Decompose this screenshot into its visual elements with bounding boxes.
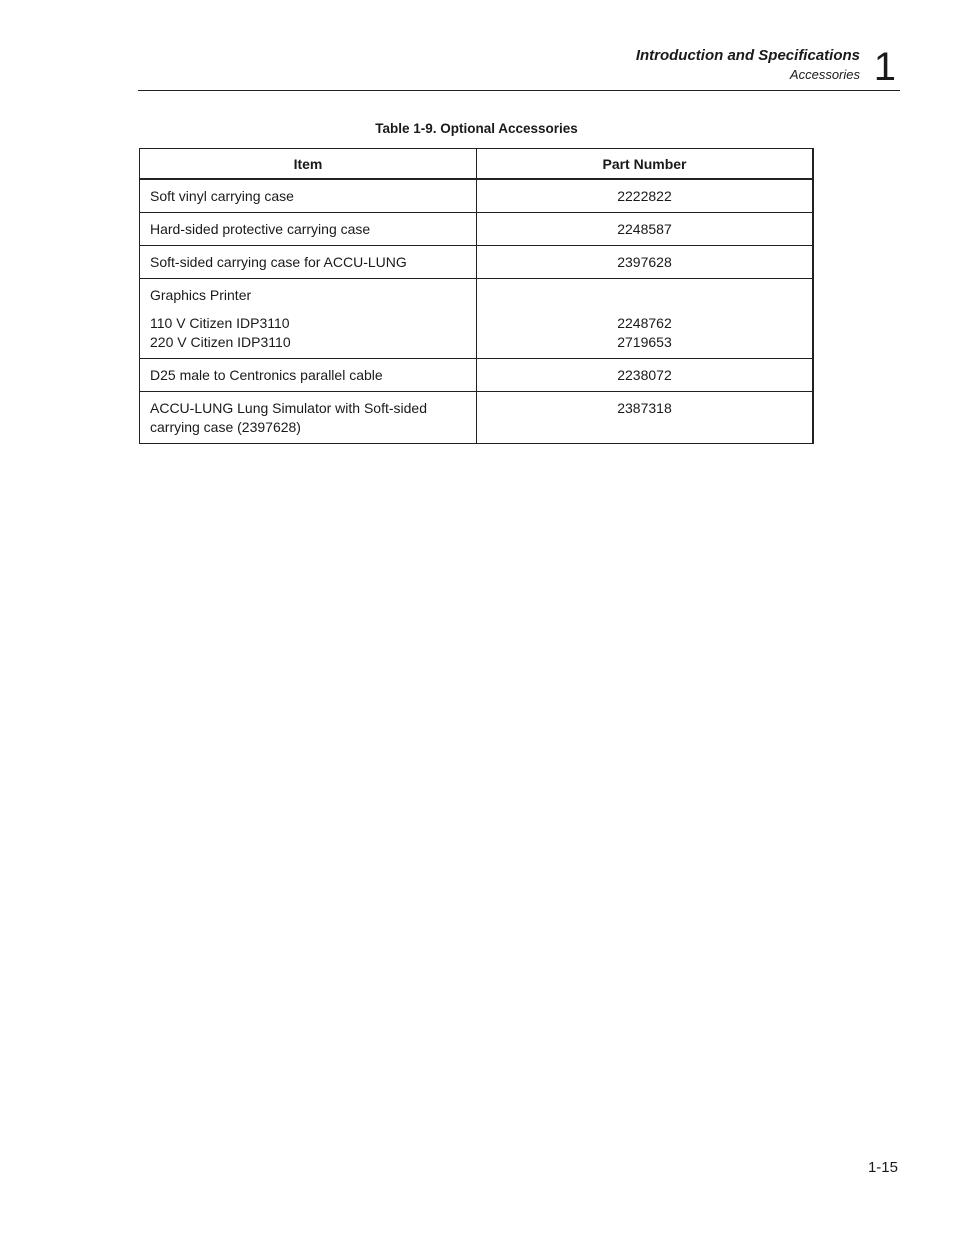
part-number-cell: 2248587	[477, 213, 814, 246]
part-number-cell: 2222822	[477, 179, 814, 213]
item-cell: Soft-sided carrying case for ACCU-LUNG	[140, 246, 477, 279]
item-cell: Hard-sided protective carrying case	[140, 213, 477, 246]
accessories-table	[139, 148, 814, 444]
item-cell: D25 male to Centronics parallel cable	[140, 359, 477, 392]
sub-item: 220 V Citizen IDP3110	[150, 334, 291, 350]
table-caption: Table 1-9. Optional Accessories	[375, 121, 578, 136]
chapter-title: Introduction and Specifications	[635, 47, 860, 64]
table-row	[140, 246, 814, 279]
column-header-item: Item	[140, 149, 477, 180]
sub-item-list	[150, 314, 466, 352]
page-header	[138, 44, 900, 91]
chapter-number: 1	[873, 45, 896, 89]
part-number-cell	[477, 279, 814, 359]
item-group-label: Graphics Printer	[150, 287, 252, 303]
table-row	[140, 179, 814, 213]
section-title: Accessories	[789, 67, 860, 82]
part-number-cell: 2238072	[477, 359, 814, 392]
table-row	[140, 213, 814, 246]
spacer	[487, 286, 802, 305]
item-cell: ACCU-LUNG Lung Simulator with Soft-sided carrying case (2397628)	[140, 392, 477, 444]
part-number-cell: 2387318	[477, 392, 814, 444]
sub-part-list	[487, 314, 802, 352]
sub-item: 110 V Citizen IDP3110	[150, 315, 290, 331]
page-number: 1-15	[867, 1159, 898, 1176]
table-header-row	[140, 149, 814, 180]
header-text	[636, 47, 860, 84]
column-header-part-number: Part Number	[477, 149, 814, 180]
table-row	[140, 359, 814, 392]
item-cell: Soft vinyl carrying case	[140, 179, 477, 213]
table-row	[140, 392, 814, 444]
table-row	[140, 279, 814, 359]
part-number-cell: 2397628	[477, 246, 814, 279]
item-cell	[140, 279, 477, 359]
sub-part-number: 2248762	[617, 315, 672, 331]
sub-part-number: 2719653	[617, 334, 672, 350]
